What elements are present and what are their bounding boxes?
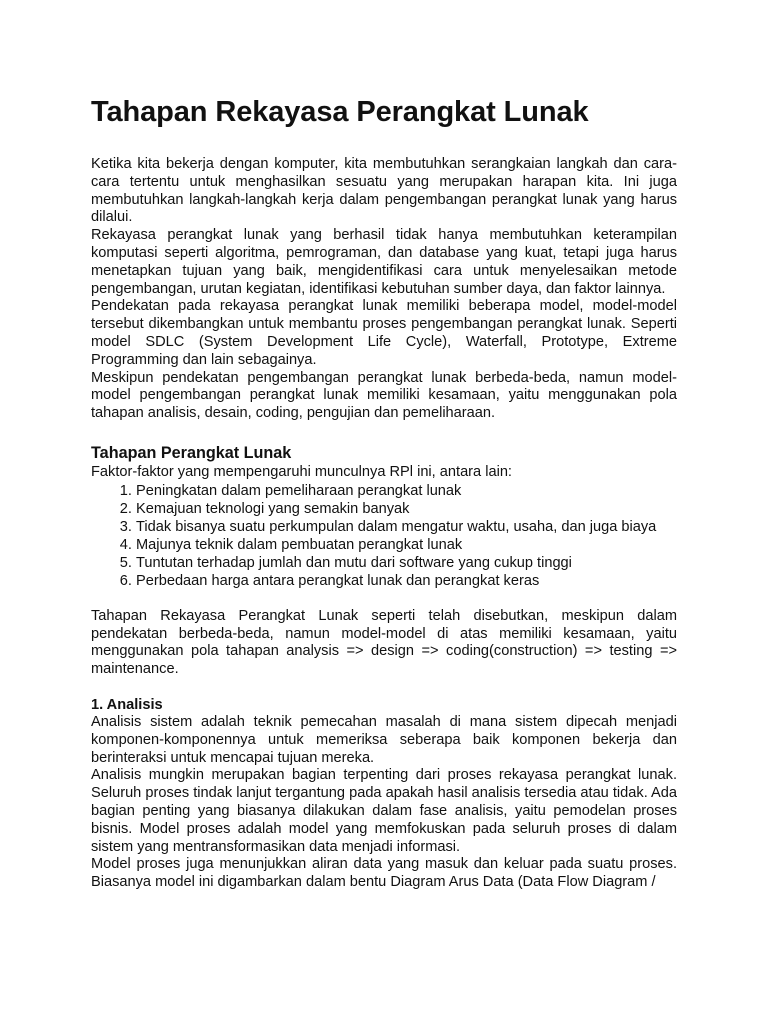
section-heading-analisis: 1. Analisis (91, 696, 163, 713)
section-heading-tahapan: Tahapan Perangkat Lunak (91, 443, 292, 462)
list-item: 3. Tidak bisanya suatu perkumpulan dalam mengatur waktu, usaha, dan juga biaya (136, 518, 677, 536)
list-item: 5. Tuntutan terhadap jumlah dan mutu dari software yang cukup tinggi (136, 554, 677, 572)
intro-paragraph: Pendekatan pada rekayasa perangkat lunak memiliki beberapa model, model-model tersebut dikembangkan untuk membantu proses pengembangan perangkat lunak. Seperti model SDLC (System Development Life Cycle), Waterfall, Prototype, Extreme Programming dan lain sebagainya. (91, 298, 677, 368)
factor-list (91, 482, 677, 590)
intro-paragraph: Rekayasa perangkat lunak yang berhasil tidak hanya membutuhkan keterampilan komputasi seperti algoritma, pemrograman, dan database yang kuat, tetapi juga harus menetapkan tujuan yang baik, mengidentifikasi cara untuk menyelesaikan metode pengembangan, urutan kegiatan, identifikasi kebutuhan sumber daya, dan faktor lainnya. (91, 227, 677, 297)
analisis-paragraph: Model proses juga menunjukkan aliran data yang masuk dan keluar pada suatu proses. Biasanya model ini digambarkan dalam bentu Diagram Arus Data (Data Flow Diagram / (91, 856, 677, 891)
intro-paragraph: Ketika kita bekerja dengan komputer, kita membutuhkan serangkaian langkah dan cara-cara tertentu untuk menghasilkan sesuatu yang merupakan harapan kita. Ini juga membutuhkan langkah-langkah kerja dalam pengembangan perangkat lunak yang harus dilalui. (91, 156, 677, 226)
list-item: 2. Kemajuan teknologi yang semakin banyak (136, 500, 677, 518)
list-item: 4. Majunya teknik dalam pembuatan perangkat lunak (136, 536, 677, 554)
intro-paragraph: Meskipun pendekatan pengembangan perangkat lunak berbeda-beda, namun model-model pengembangan perangkat lunak memiliki kesamaan, yaitu menggunakan pola tahapan analisis, desain, coding, pengujian dan pemeliharaan. (91, 369, 677, 422)
list-item: 1. Peningkatan dalam pemeliharaan perangkat lunak (136, 482, 677, 500)
analisis-paragraph: Analisis mungkin merupakan bagian terpenting dari proses rekayasa perangkat lunak. Seluruh proses tindak lanjut tergantung pada apakah hasil analisis tersedia atau tidak. Ada bagian penting yang biasanya dilakukan dalam fase analisis, yaitu pemodelan proses bisnis. Model proses adalah model yang memfokuskan pada seluruh proses di dalam sistem yang mentransformasikan data menjadi informasi. (91, 767, 677, 855)
document-page (91, 90, 677, 892)
intro-section (91, 156, 677, 423)
analisis-paragraph: Analisis sistem adalah teknik pemecahan masalah di mana sistem dipecah menjadi komponen-komponennya untuk memeriksa seberapa baik komponen bekerja dan berinteraksi untuk mencapai tujuan mereka. (91, 713, 677, 766)
list-item: 6. Perbedaan harga antara perangkat lunak dan perangkat keras (136, 572, 677, 590)
page-title: Tahapan Rekayasa Perangkat Lunak (91, 96, 589, 128)
summary-paragraph: Tahapan Rekayasa Perangkat Lunak seperti telah disebutkan, meskipun dalam pendekatan berbeda-beda, namun model-model di atas memiliki kesamaan, yaitu menggunakan pola tahapan analysis => design => coding(construction) => testing => maintenance. (91, 607, 677, 678)
section-lead: Faktor-faktor yang mempengaruhi munculnya RPl ini, antara lain: (91, 463, 512, 480)
